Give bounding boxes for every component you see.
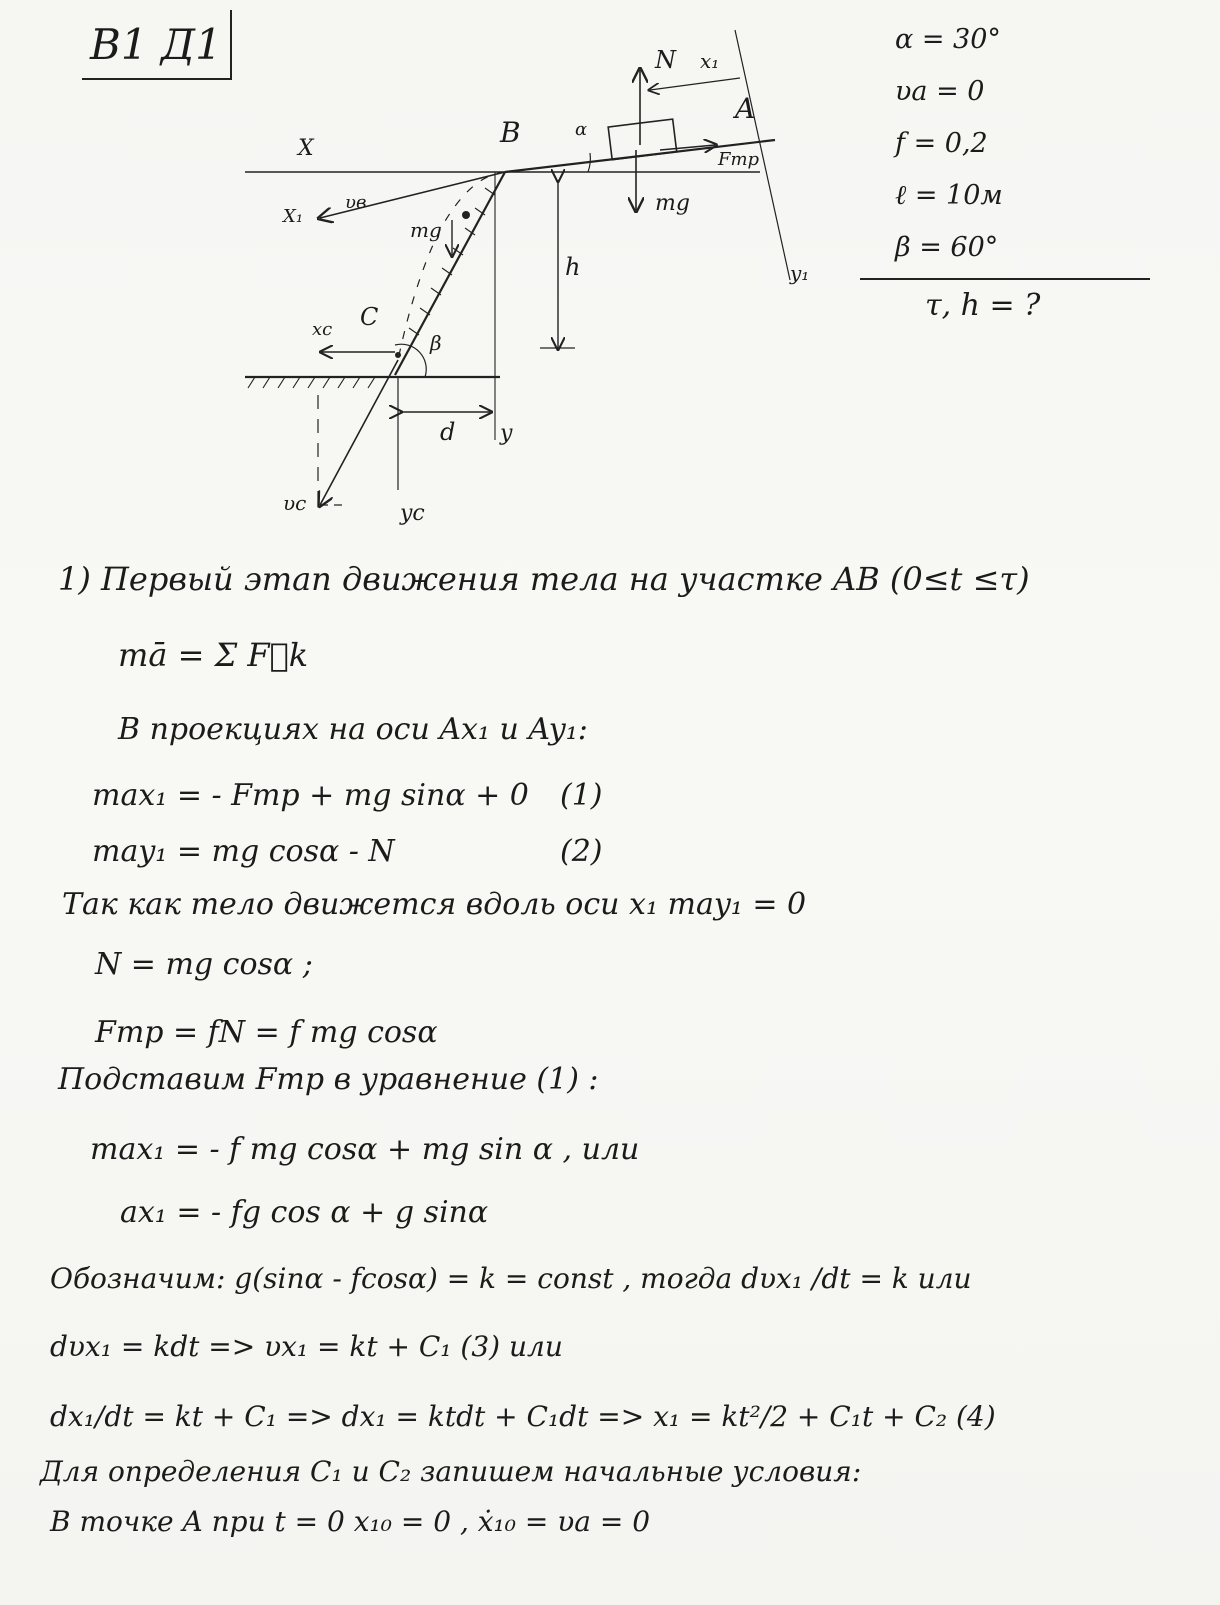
label-beta: β bbox=[430, 331, 442, 355]
solution-line-1: 1) Первый этап движения тела на участке AB (0≤t ≤τ) bbox=[58, 560, 1030, 598]
solution-line-7: N = mg cosα ; bbox=[95, 947, 313, 982]
solution-line-2: mā = Σ F⃗k bbox=[118, 636, 309, 674]
label-y: y bbox=[500, 421, 513, 446]
given-l: ℓ = 10м bbox=[895, 180, 1003, 211]
beta-arc bbox=[395, 344, 426, 377]
solution-line-10: max₁ = - f mg cosα + mg sin α , или bbox=[90, 1132, 640, 1167]
solution-line-4: max₁ = - Fтр + mg sinα + 0 bbox=[92, 778, 529, 813]
label-c: C bbox=[360, 303, 379, 331]
solution-line-16: В точке A при t = 0 x₁₀ = 0 , ẋ₁₀ = υa = 0 bbox=[50, 1505, 651, 1538]
label-x1-top: x₁ bbox=[700, 49, 720, 73]
label-x1: X₁ bbox=[283, 206, 304, 227]
label-x: X bbox=[298, 136, 314, 161]
slope-hatching bbox=[409, 188, 495, 335]
label-alpha: α bbox=[575, 119, 588, 140]
solution-line-9: Подставим Fтр в уравнение (1) : bbox=[58, 1062, 599, 1097]
given-unknown: τ, h = ? bbox=[925, 288, 1041, 323]
equation-number-2: (2) bbox=[560, 834, 603, 869]
label-vb: υв bbox=[345, 192, 367, 213]
mechanics-diagram bbox=[0, 0, 1220, 560]
label-h: h bbox=[565, 253, 581, 281]
x1-top-arrow bbox=[650, 78, 740, 90]
solution-line-13: dυx₁ = kdt => υx₁ = kt + C₁ (3) или bbox=[50, 1330, 563, 1363]
ground-hatching bbox=[248, 377, 375, 388]
label-y1: y₁ bbox=[790, 261, 810, 285]
solution-line-14: dx₁/dt = kt + C₁ => dx₁ = ktdt + C₁dt => x₁ = kt²/2 + C₁t + C₂ (4) bbox=[50, 1400, 996, 1433]
solution-line-15: Для определения C₁ и C₂ запишем начальные условия: bbox=[40, 1455, 862, 1488]
point-c bbox=[395, 352, 401, 358]
given-alpha: α = 30° bbox=[895, 24, 1001, 55]
solution-line-11: ax₁ = - fg cos α + g sinα bbox=[120, 1195, 489, 1230]
mid-flight-point bbox=[462, 211, 470, 219]
given-f: f = 0,2 bbox=[895, 128, 988, 159]
label-mg-mid: mg bbox=[410, 218, 442, 242]
equation-number-1: (1) bbox=[560, 778, 603, 813]
block bbox=[608, 119, 677, 160]
solution-line-6: Так как тело движется вдоль оси x₁ may₁ = 0 bbox=[62, 887, 807, 922]
solution-line-5: may₁ = mg cosα - N bbox=[92, 834, 395, 869]
label-vc: υc bbox=[283, 491, 307, 515]
label-n: N bbox=[655, 46, 676, 74]
label-xc: xc bbox=[312, 319, 333, 340]
label-yc: yc bbox=[400, 501, 425, 526]
solution-line-8: Fтр = fN = f mg cosα bbox=[95, 1015, 438, 1050]
label-ftr: Fтр bbox=[718, 149, 760, 170]
solution-line-12: Обозначим: g(sinα - fcosα) = k = const , тогда dυx₁ /dt = k или bbox=[50, 1262, 972, 1295]
given-beta: β = 60° bbox=[895, 232, 999, 263]
label-d: d bbox=[440, 418, 456, 446]
label-mg-block: mg bbox=[655, 191, 690, 216]
given-va: υa = 0 bbox=[895, 76, 985, 107]
solution-line-3: В проекциях на оси Ax₁ и Ay₁: bbox=[118, 712, 588, 747]
label-a: A bbox=[735, 92, 756, 125]
label-b: B bbox=[500, 116, 521, 149]
vc-arrow bbox=[320, 360, 398, 505]
page-title: В1 Д1 bbox=[82, 10, 232, 80]
